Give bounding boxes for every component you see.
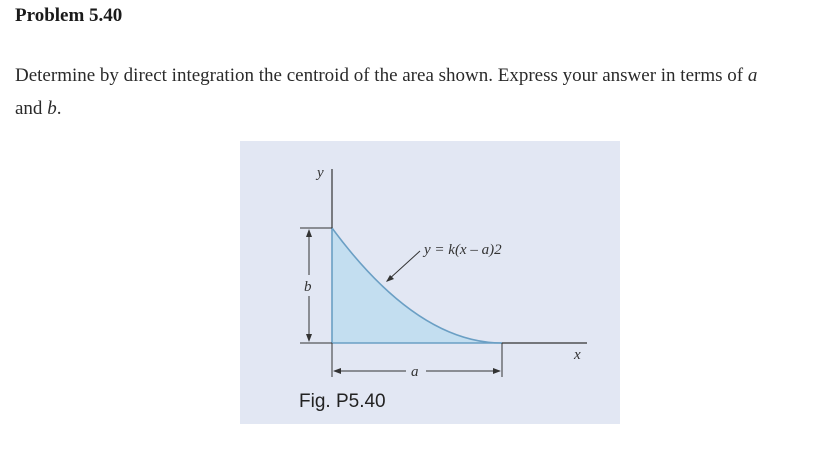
dim-b-label: b [304, 279, 312, 295]
x-axis-label: x [574, 347, 581, 363]
dim-a-label: a [411, 364, 419, 380]
dim-b-arrow-down [306, 334, 312, 342]
figure-drawing [240, 141, 620, 424]
y-axis-label: y [317, 165, 324, 181]
equation-leader [387, 251, 420, 281]
dim-b-arrow-up [306, 229, 312, 237]
var-b: b [47, 98, 57, 119]
figure-caption: Fig. P5.40 [299, 391, 386, 412]
figure-panel [240, 141, 620, 424]
dim-a-arrow-left [333, 368, 341, 374]
statement-main: Determine by direct integration the centroid of the area shown. Express your answer in terms of [15, 65, 748, 86]
dim-a-arrow-right [493, 368, 501, 374]
statement-mid: and [15, 98, 48, 119]
curve-equation: y = k(x – a)2 [424, 242, 502, 258]
var-a: a [747, 65, 758, 86]
problem-title: Problem 5.40 [15, 5, 123, 26]
statement-end: . [56, 98, 62, 119]
problem-statement [15, 59, 805, 125]
